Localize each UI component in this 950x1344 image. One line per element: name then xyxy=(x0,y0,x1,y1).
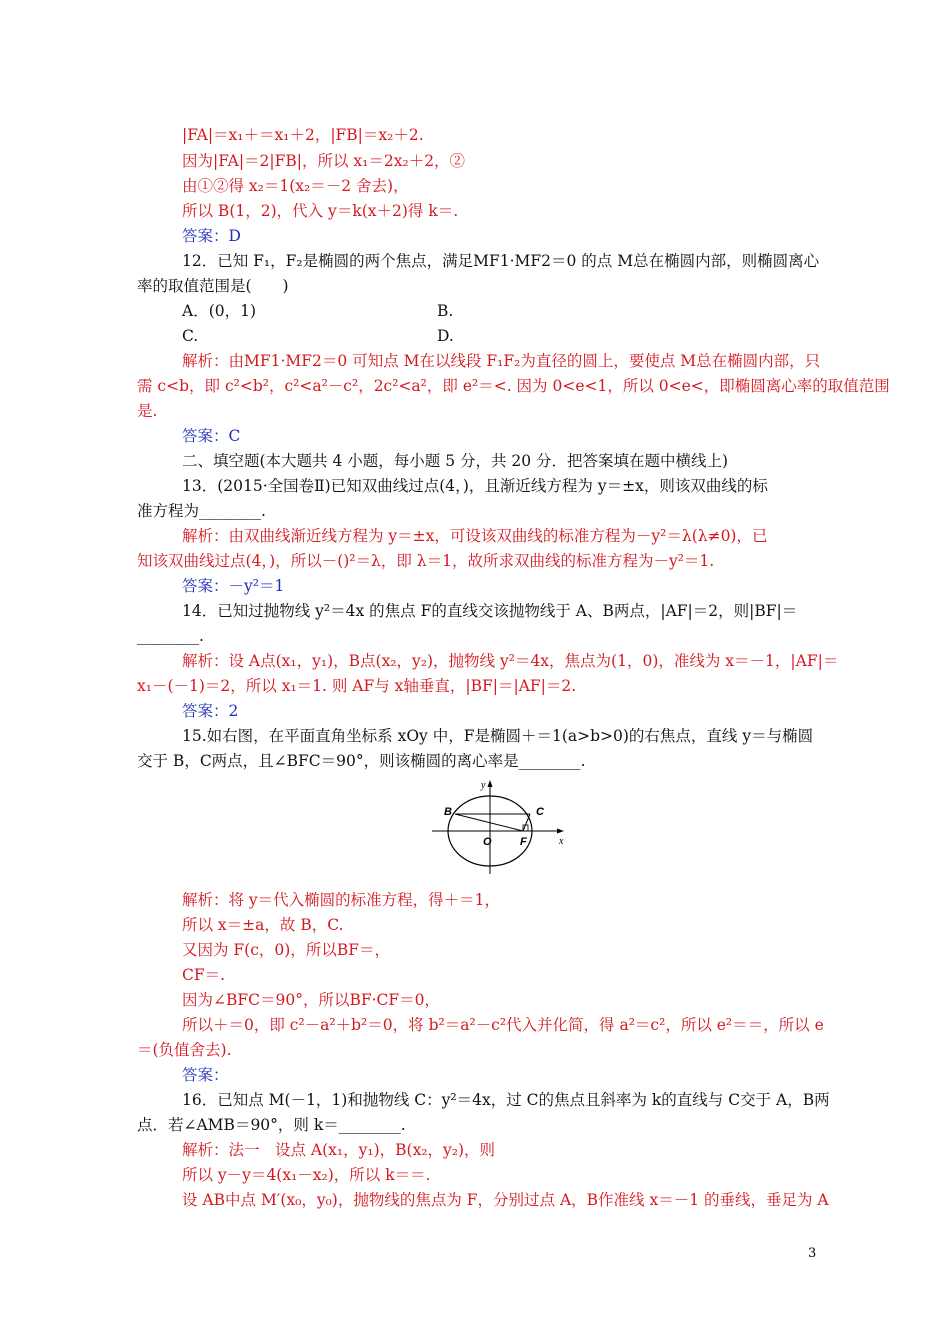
ellipse-figure xyxy=(428,776,568,876)
text-line: 12．已知 F₁，F₂是椭圆的两个焦点，满足MF1·MF2＝0 的点 M总在椭圆内部，则椭圆离心 xyxy=(182,252,820,270)
text-line: 解析：由MF1·MF2＝0 可知点 M在以线段 F₁F₂为直径的圆上，要使点 M总在椭圆内部，只 xyxy=(182,352,821,370)
text-line: 所以 x＝±a，故 B，C. xyxy=(182,916,344,934)
text-line: 是. xyxy=(137,402,158,420)
text-line: 知该双曲线过点(4，)，所以－()²＝λ，即 λ＝1，故所求双曲线的标准方程为－y²＝1. xyxy=(137,552,715,570)
text-line: ________. xyxy=(137,627,204,645)
text-line: D. xyxy=(437,327,454,345)
text-line: C. xyxy=(182,327,199,345)
text-line: |FA|＝x₁＋＝x₁＋2，|FB|＝x₂＋2. xyxy=(182,126,424,144)
text-line: 15.如右图，在平面直角坐标系 xOy 中，F是椭圆＋＝1(a>b>0)的右焦点，直线 y＝与椭圆 xyxy=(182,727,814,745)
y-axis-arrow xyxy=(488,780,493,787)
text-line: 解析：法一 设点 A(x₁，y₁)，B(x₂，y₂)，则 xyxy=(182,1141,496,1159)
segment-cf xyxy=(523,814,530,831)
page-number: 3 xyxy=(808,1246,817,1261)
text-line: A．(0，1) xyxy=(182,302,257,320)
text-line: 准方程为________. xyxy=(137,502,266,520)
text-line: 所以 B(1，2)，代入 y＝k(x＋2)得 k＝. xyxy=(182,202,459,220)
text-line: 又因为 F(c，0)，所以BF＝， xyxy=(182,941,390,959)
text-line: CF＝. xyxy=(182,966,226,984)
text-line: 答案： xyxy=(182,1066,229,1084)
text-line: 答案：－y²＝1 xyxy=(182,577,285,595)
text-line: 交于 B，C两点，且∠BFC＝90°，则该椭圆的离心率是________. xyxy=(137,752,586,770)
text-line: 因为|FA|＝2|FB|，所以 x₁＝2x₂＋2，② xyxy=(182,152,466,170)
text-line: 由①②得 x₂＝1(x₂＝－2 舍去)， xyxy=(182,177,409,195)
x-axis-arrow xyxy=(557,829,564,834)
label-b: B xyxy=(444,806,452,818)
text-line: 所以＋＝0，即 c²－a²＋b²＝0，将 b²＝a²－c²代入并化简，得 a²＝c²，所以 e²＝＝，所以 e xyxy=(182,1016,824,1034)
label-y: y xyxy=(481,780,486,791)
text-line: 答案：C xyxy=(182,427,241,445)
text-line: 答案：2 xyxy=(182,702,239,720)
text-line: 所以 y－y＝4(x₁－x₂)，所以 k＝＝. xyxy=(182,1166,431,1184)
text-line: ＝(负值舍去). xyxy=(137,1041,232,1059)
text-line: 设 AB中点 M′(x₀，y₀)，抛物线的焦点为 F，分别过点 A，B作准线 x＝－1 的垂线，垂足为 A xyxy=(182,1191,829,1209)
text-line: 13．(2015·全国卷Ⅱ)已知双曲线过点(4，)，且渐近线方程为 y＝±x，则该双曲线的标 xyxy=(182,477,768,495)
text-line: 答案：D xyxy=(182,227,241,245)
text-line: 点．若∠AMB＝90°，则 k＝________. xyxy=(137,1116,406,1134)
label-c: C xyxy=(536,806,544,818)
segment-bf xyxy=(455,814,523,831)
text-line: 14．已知过抛物线 y²＝4x 的焦点 F的直线交该抛物线于 A、B两点，|AF|＝2，则|BF|＝ xyxy=(182,602,798,620)
label-f: F xyxy=(520,836,527,848)
text-line: 二、填空题(本大题共 4 小题，每小题 5 分，共 20 分．把答案填在题中横线上) xyxy=(182,452,729,470)
text-line: x₁－(－1)＝2，所以 x₁＝1. 则 AF与 x轴垂直，|BF|＝|AF|＝2. xyxy=(137,677,577,695)
text-line: 解析：设 A点(x₁，y₁)，B点(x₂，y₂)，抛物线 y²＝4x，焦点为(1，0)，准线为 x＝－1，|AF|＝ xyxy=(182,652,839,670)
text-line: B. xyxy=(437,302,454,320)
label-x: x xyxy=(559,836,564,847)
text-line: 解析：由双曲线渐近线方程为 y＝±x，可设该双曲线的标准方程为－y²＝λ(λ≠0)，已 xyxy=(182,527,768,545)
text-line: 率的取值范围是( ) xyxy=(137,277,289,295)
text-line: 解析：将 y＝代入椭圆的标准方程，得＋＝1， xyxy=(182,891,501,909)
text-line: 16．已知点 M(－1，1)和抛物线 C：y²＝4x，过 C的焦点且斜率为 k的直线与 C交于 A，B两 xyxy=(182,1091,830,1109)
label-o: O xyxy=(483,836,492,848)
text-line: 需 c<b，即 c²<b²，c²<a²－c²，2c²<a²，即 e²＝<. 因为 0<e<1，所以 0<e<，即椭圆离心率的取值范围 xyxy=(137,377,890,395)
text-line: 因为∠BFC＝90°，所以BF·CF＝0， xyxy=(182,991,441,1009)
